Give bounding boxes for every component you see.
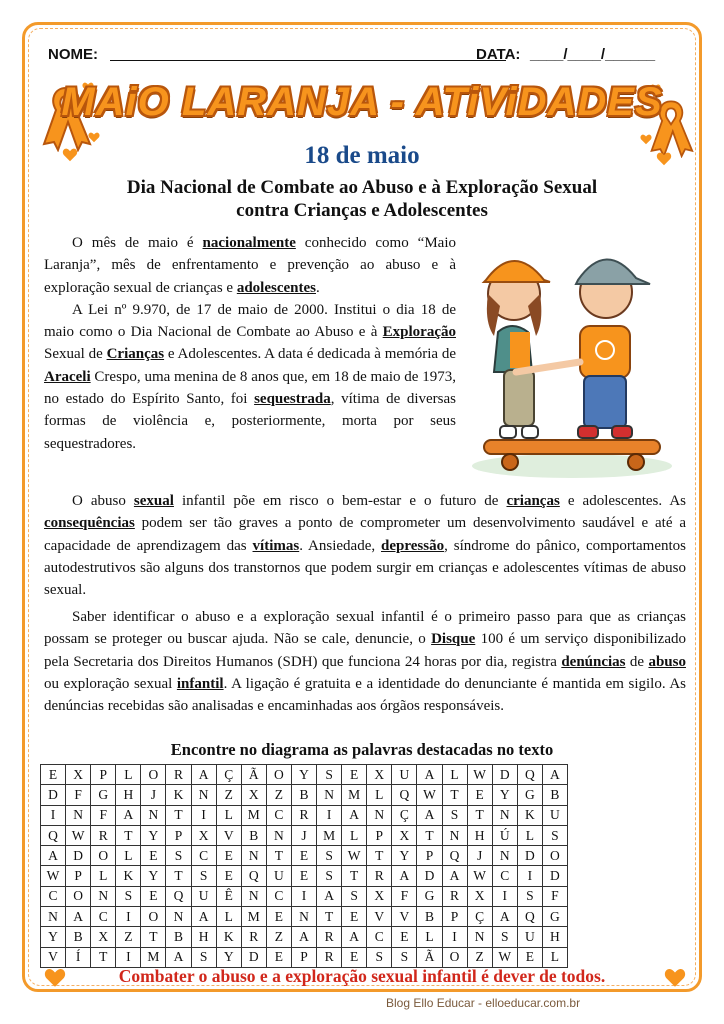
grid-cell[interactable]: Ç xyxy=(467,907,492,927)
grid-cell[interactable]: T xyxy=(317,907,342,927)
grid-cell[interactable]: E xyxy=(291,866,316,886)
grid-cell[interactable]: S xyxy=(116,886,141,906)
grid-cell[interactable]: E xyxy=(517,947,542,967)
grid-row xyxy=(41,947,568,967)
name-field[interactable] xyxy=(110,60,506,61)
grid-cell[interactable]: B xyxy=(291,785,316,805)
grid-cell[interactable]: S xyxy=(367,947,392,967)
grid-cell[interactable]: T xyxy=(166,805,191,825)
grid-cell[interactable]: W xyxy=(467,765,492,785)
grid-row xyxy=(41,866,568,886)
grid-cell[interactable]: R xyxy=(442,886,467,906)
grid-cell[interactable]: E xyxy=(342,907,367,927)
grid-cell[interactable]: N xyxy=(141,805,166,825)
grid-cell[interactable]: S xyxy=(191,947,216,967)
paragraph-4: Saber identificar o abuso e a exploração sexual infantil é o primeiro passo para que as crianças possam se proteger ou buscar ajuda. Não se cale, denuncie, o Disque 100 é um serviço disponibilizado pela Secretaria dos Direitos Humanos (SDH) que funciona 24 horas por dia, registra denúncias de abuso ou exploração sexual infantil. A ligação é gratuita e a identidade do denunciante é mantida em sigilo. As denúncias recebidas são analisadas e encaminhadas aos órgãos responsáveis. xyxy=(44,609,686,715)
grid-cell[interactable]: L xyxy=(216,907,241,927)
grid-cell[interactable]: O xyxy=(141,907,166,927)
paragraph-1: O mês de maio é nacionalmente conhecido como “Maio Laranja”, mês de enfrentamento e prevenção ao abuso e à exploração sexual de crianças e adolescentes. A Lei nº 9.970, de 17 de maio de 2000. Institui o dia 18 de maio como o Dia Nacional de Combate ao Abuso e à Exploração Sexual de Crianças e Adolescentes. A data é dedicada à memória de Araceli Crespo, uma menina de 8 anos que, em 18 de maio de 1973, no estado do Espírito Santo, foi sequestrada, vítima de diversas formas de violência e, posteriormente, morta por seus sequestradores. xyxy=(44,235,456,452)
grid-cell[interactable]: O xyxy=(542,846,567,866)
grid-cell[interactable]: H xyxy=(542,927,567,947)
subtitle-line: contra Crianças e Adolescentes xyxy=(236,200,488,221)
grid-cell[interactable]: Z xyxy=(266,785,291,805)
grid-cell[interactable]: S xyxy=(517,886,542,906)
title-banner xyxy=(0,80,724,140)
grid-cell[interactable]: I xyxy=(191,805,216,825)
grid-cell[interactable]: U xyxy=(191,886,216,906)
grid-cell[interactable]: J xyxy=(467,846,492,866)
grid-cell[interactable]: T xyxy=(141,927,166,947)
grid-cell[interactable]: U xyxy=(266,866,291,886)
grid-cell[interactable]: L xyxy=(216,805,241,825)
grid-cell[interactable]: A xyxy=(442,866,467,886)
grid-cell[interactable]: M xyxy=(141,947,166,967)
grid-cell[interactable]: X xyxy=(191,825,216,845)
grid-cell[interactable]: C xyxy=(91,907,116,927)
grid-cell[interactable]: D xyxy=(66,846,91,866)
grid-cell[interactable]: F xyxy=(66,785,91,805)
highlighted-word: abuso xyxy=(648,653,686,670)
grid-cell[interactable]: S xyxy=(317,765,342,785)
grid-row xyxy=(41,805,568,825)
grid-cell[interactable]: Q xyxy=(166,886,191,906)
grid-cell[interactable]: H xyxy=(467,825,492,845)
grid-cell[interactable]: K xyxy=(166,785,191,805)
highlighted-word: sexual xyxy=(133,493,174,509)
grid-cell[interactable]: Z xyxy=(266,927,291,947)
grid-cell[interactable]: N xyxy=(367,805,392,825)
grid-cell[interactable]: B xyxy=(241,825,266,845)
grid-cell[interactable]: Y xyxy=(492,785,517,805)
grid-cell[interactable]: S xyxy=(342,886,367,906)
grid-cell[interactable]: N xyxy=(467,927,492,947)
grid-cell[interactable]: T xyxy=(467,805,492,825)
grid-cell[interactable]: Y xyxy=(141,866,166,886)
grid-cell[interactable]: S xyxy=(542,825,567,845)
date-heading: 18 de maio xyxy=(304,142,420,169)
grid-cell[interactable]: P xyxy=(66,866,91,886)
grid-cell[interactable]: G xyxy=(517,785,542,805)
grid-cell[interactable]: I xyxy=(317,805,342,825)
grid-cell[interactable]: A xyxy=(542,765,567,785)
grid-cell[interactable]: U xyxy=(392,765,417,785)
grid-cell[interactable]: N xyxy=(66,805,91,825)
grid-cell[interactable]: Q xyxy=(41,825,66,845)
grid-cell[interactable]: E xyxy=(392,927,417,947)
grid-cell[interactable]: Z xyxy=(116,927,141,947)
grid-cell[interactable]: A xyxy=(116,805,141,825)
grid-cell[interactable]: Q xyxy=(241,866,266,886)
grid-cell[interactable]: A xyxy=(191,907,216,927)
grid-cell[interactable]: A xyxy=(342,927,367,947)
grid-cell[interactable]: X xyxy=(392,825,417,845)
grid-cell[interactable]: K xyxy=(517,805,542,825)
grid-cell[interactable]: P xyxy=(91,765,116,785)
header-fields xyxy=(44,42,684,68)
grid-cell[interactable]: N xyxy=(241,846,266,866)
grid-cell[interactable]: U xyxy=(542,805,567,825)
grid-cell[interactable]: E xyxy=(342,947,367,967)
grid-row xyxy=(41,785,568,805)
word-search-grid[interactable] xyxy=(40,764,568,968)
highlighted-word: nacionalmente xyxy=(202,235,296,251)
grid-cell[interactable]: U xyxy=(517,927,542,947)
grid-cell[interactable]: N xyxy=(317,785,342,805)
grid-cell[interactable]: L xyxy=(442,765,467,785)
page-title: MAiO LARANJA - ATiViDADES xyxy=(61,80,663,124)
grid-cell[interactable]: S xyxy=(442,805,467,825)
grid-cell[interactable]: L xyxy=(116,765,141,785)
grid-cell[interactable]: P xyxy=(367,825,392,845)
grid-cell[interactable]: Í xyxy=(66,947,91,967)
grid-cell[interactable]: S xyxy=(492,927,517,947)
grid-cell[interactable]: X xyxy=(467,886,492,906)
grid-cell[interactable]: Y xyxy=(216,947,241,967)
grid-cell[interactable]: W xyxy=(492,947,517,967)
grid-cell[interactable]: R xyxy=(291,805,316,825)
grid-cell[interactable]: E xyxy=(266,947,291,967)
grid-cell[interactable]: L xyxy=(116,846,141,866)
grid-cell[interactable]: G xyxy=(91,785,116,805)
grid-cell[interactable]: T xyxy=(166,866,191,886)
grid-cell[interactable]: D xyxy=(492,765,517,785)
grid-cell[interactable]: Ú xyxy=(492,825,517,845)
grid-cell[interactable]: B xyxy=(66,927,91,947)
grid-cell[interactable]: P xyxy=(291,947,316,967)
highlighted-word: Exploração xyxy=(382,324,456,341)
grid-cell[interactable]: R xyxy=(91,825,116,845)
grid-cell[interactable]: I xyxy=(492,886,517,906)
grid-cell[interactable]: Ã xyxy=(241,765,266,785)
grid-cell[interactable]: P xyxy=(417,846,442,866)
grid-cell[interactable]: Q xyxy=(517,765,542,785)
highlighted-word: vítimas xyxy=(252,537,300,554)
grid-cell[interactable]: E xyxy=(141,846,166,866)
grid-cell[interactable]: L xyxy=(367,785,392,805)
highlighted-word: sequestrada xyxy=(254,391,331,408)
grid-cell[interactable]: D xyxy=(241,947,266,967)
grid-cell[interactable]: G xyxy=(417,886,442,906)
grid-cell[interactable]: R xyxy=(317,927,342,947)
grid-cell[interactable]: T xyxy=(367,846,392,866)
grid-cell[interactable]: B xyxy=(417,907,442,927)
grid-cell[interactable]: Ê xyxy=(216,886,241,906)
grid-cell[interactable]: O xyxy=(141,765,166,785)
grid-cell[interactable]: N xyxy=(91,886,116,906)
grid-cell[interactable]: V xyxy=(392,907,417,927)
grid-row xyxy=(41,825,568,845)
grid-cell[interactable]: Ã xyxy=(417,947,442,967)
grid-cell[interactable]: M xyxy=(342,785,367,805)
grid-cell[interactable]: D xyxy=(417,866,442,886)
grid-cell[interactable]: R xyxy=(317,947,342,967)
date-label: DATA: xyxy=(476,46,521,63)
grid-cell[interactable]: C xyxy=(191,846,216,866)
grid-cell[interactable]: G xyxy=(542,907,567,927)
grid-cell[interactable]: Ç xyxy=(392,805,417,825)
grid-cell[interactable]: A xyxy=(291,927,316,947)
grid-cell[interactable]: A xyxy=(41,846,66,866)
grid-cell[interactable]: X xyxy=(91,927,116,947)
grid-cell[interactable]: A xyxy=(191,765,216,785)
grid-cell[interactable]: A xyxy=(417,805,442,825)
grid-cell[interactable]: X xyxy=(241,785,266,805)
grid-cell[interactable]: N xyxy=(41,907,66,927)
grid-cell[interactable]: E xyxy=(141,886,166,906)
grid-cell[interactable]: O xyxy=(66,886,91,906)
grid-cell[interactable]: Y xyxy=(141,825,166,845)
grid-row xyxy=(41,765,568,785)
highlighted-word: depressão xyxy=(381,537,445,554)
credit-text: Blog Ello Educar - elloeducar.com.br xyxy=(380,996,586,1010)
highlighted-word: Crianças xyxy=(106,346,165,363)
grid-cell[interactable]: Q xyxy=(392,785,417,805)
grid-cell[interactable]: H xyxy=(191,927,216,947)
grid-cell[interactable]: S xyxy=(317,846,342,866)
grid-cell[interactable]: L xyxy=(417,927,442,947)
grid-cell[interactable]: E xyxy=(216,846,241,866)
grid-cell[interactable]: A xyxy=(417,765,442,785)
grid-cell[interactable]: L xyxy=(91,866,116,886)
grid-cell[interactable]: L xyxy=(517,825,542,845)
grid-cell[interactable]: W xyxy=(417,785,442,805)
grid-cell[interactable]: A xyxy=(66,907,91,927)
grid-cell[interactable]: T xyxy=(266,846,291,866)
grid-cell[interactable]: W xyxy=(41,866,66,886)
grid-cell[interactable]: B xyxy=(542,785,567,805)
grid-cell[interactable]: V xyxy=(41,947,66,967)
grid-cell[interactable]: S xyxy=(166,846,191,866)
grid-cell[interactable]: S xyxy=(317,866,342,886)
grid-cell[interactable]: F xyxy=(91,805,116,825)
grid-cell[interactable]: M xyxy=(241,805,266,825)
grid-cell[interactable]: A xyxy=(342,805,367,825)
grid-cell[interactable]: F xyxy=(542,886,567,906)
subtitle-line: Dia Nacional de Combate ao Abuso e à Exploração Sexual xyxy=(126,177,598,198)
grid-cell[interactable]: T xyxy=(342,866,367,886)
grid-cell[interactable]: O xyxy=(266,765,291,785)
grid-cell[interactable]: X xyxy=(367,765,392,785)
grid-cell[interactable]: N xyxy=(492,846,517,866)
grid-cell[interactable]: E xyxy=(467,785,492,805)
grid-cell[interactable]: C xyxy=(492,866,517,886)
grid-cell[interactable]: C xyxy=(266,805,291,825)
grid-cell[interactable]: N xyxy=(166,907,191,927)
highlighted-word: Araceli xyxy=(44,368,91,385)
grid-cell[interactable]: B xyxy=(166,927,191,947)
grid-cell[interactable]: J xyxy=(141,785,166,805)
grid-cell[interactable]: I xyxy=(116,947,141,967)
grid-cell[interactable]: H xyxy=(116,785,141,805)
grid-cell[interactable]: C xyxy=(266,886,291,906)
grid-cell[interactable]: N xyxy=(241,886,266,906)
grid-cell[interactable]: A xyxy=(317,886,342,906)
grid-cell[interactable]: N xyxy=(492,805,517,825)
grid-row xyxy=(41,907,568,927)
grid-row xyxy=(41,927,568,947)
grid-cell[interactable]: Q xyxy=(442,846,467,866)
grid-cell[interactable]: T xyxy=(442,785,467,805)
grid-cell[interactable]: Q xyxy=(517,907,542,927)
grid-cell[interactable]: Y xyxy=(291,765,316,785)
grid-cell[interactable]: R xyxy=(241,927,266,947)
highlighted-word: consequências xyxy=(44,515,135,532)
grid-cell[interactable]: C xyxy=(41,886,66,906)
grid-cell[interactable]: V xyxy=(367,907,392,927)
grid-cell[interactable]: K xyxy=(116,866,141,886)
grid-cell[interactable]: Y xyxy=(41,927,66,947)
highlighted-word: infantil xyxy=(176,675,224,692)
highlighted-word: adolescentes xyxy=(236,279,316,296)
grid-cell[interactable]: N xyxy=(291,907,316,927)
grid-cell[interactable]: A xyxy=(392,866,417,886)
grid-cell[interactable]: I xyxy=(41,805,66,825)
grid-cell[interactable]: Z xyxy=(467,947,492,967)
grid-cell[interactable]: D xyxy=(542,866,567,886)
highlighted-word: denúncias xyxy=(561,653,626,670)
grid-cell[interactable]: E xyxy=(342,765,367,785)
highlighted-word: Disque xyxy=(431,631,476,648)
grid-cell[interactable]: A xyxy=(492,907,517,927)
grid-cell[interactable]: W xyxy=(66,825,91,845)
grid-cell[interactable]: M xyxy=(317,825,342,845)
grid-cell[interactable]: A xyxy=(166,947,191,967)
grid-cell[interactable]: J xyxy=(291,825,316,845)
grid-cell[interactable]: S xyxy=(392,947,417,967)
grid-cell[interactable]: O xyxy=(91,846,116,866)
children-skateboard-illustration xyxy=(460,222,684,484)
grid-cell[interactable]: L xyxy=(542,947,567,967)
grid-row xyxy=(41,846,568,866)
grid-cell[interactable]: C xyxy=(367,927,392,947)
name-label: NOME: xyxy=(48,46,98,63)
grid-cell[interactable]: Z xyxy=(216,785,241,805)
subtitle xyxy=(60,176,664,222)
highlighted-word: crianças xyxy=(506,493,560,509)
grid-cell[interactable]: M xyxy=(241,907,266,927)
grid-cell[interactable]: W xyxy=(467,866,492,886)
grid-cell[interactable]: Y xyxy=(392,846,417,866)
grid-cell[interactable]: I xyxy=(442,927,467,947)
grid-cell[interactable]: P xyxy=(166,825,191,845)
grid-cell[interactable]: T xyxy=(116,825,141,845)
grid-cell[interactable]: K xyxy=(216,927,241,947)
paragraph-3: O abuso sexual infantil põe em risco o bem-estar e o futuro de crianças e adolescentes. As consequências podem ser tão graves a ponto de comprometer um desenvolvimento saudável e até a capacidade de aprendizagem das vítimas. Ansiedade, depressão, síndrome do pânico, comportamentos autodestrutivos são alguns dos transtornos que podem surgir em crianças e adolescentes vítimas de abuso sexual. xyxy=(44,493,686,599)
grid-cell[interactable]: V xyxy=(216,825,241,845)
grid-cell[interactable]: N xyxy=(442,825,467,845)
grid-cell[interactable]: R xyxy=(367,866,392,886)
grid-cell[interactable]: N xyxy=(191,785,216,805)
grid-cell[interactable]: N xyxy=(266,825,291,845)
grid-cell[interactable]: T xyxy=(91,947,116,967)
grid-cell[interactable]: F xyxy=(392,886,417,906)
grid-cell[interactable]: O xyxy=(442,947,467,967)
grid-cell[interactable]: X xyxy=(367,886,392,906)
grid-cell[interactable]: P xyxy=(442,907,467,927)
grid-cell[interactable]: I xyxy=(116,907,141,927)
grid-cell[interactable]: W xyxy=(342,846,367,866)
grid-cell[interactable]: E xyxy=(266,907,291,927)
date-field[interactable]: ____/____/______ xyxy=(530,46,656,63)
grid-cell[interactable]: I xyxy=(291,886,316,906)
grid-cell[interactable]: S xyxy=(191,866,216,886)
grid-cell[interactable]: E xyxy=(291,846,316,866)
grid-cell[interactable]: Ç xyxy=(216,765,241,785)
grid-cell[interactable]: D xyxy=(517,846,542,866)
grid-cell[interactable]: X xyxy=(66,765,91,785)
grid-cell[interactable]: E xyxy=(216,866,241,886)
word-search-instructions: Encontre no diagrama as palavras destacadas no texto xyxy=(170,740,554,759)
grid-cell[interactable]: R xyxy=(166,765,191,785)
grid-cell[interactable]: L xyxy=(342,825,367,845)
grid-cell[interactable]: D xyxy=(41,785,66,805)
grid-cell[interactable]: T xyxy=(417,825,442,845)
grid-cell[interactable]: I xyxy=(517,866,542,886)
grid-cell[interactable]: E xyxy=(41,765,66,785)
footer-message: Combater o abuso e a exploração sexual infantil é dever de todos. xyxy=(118,966,606,986)
grid-row xyxy=(41,886,568,906)
